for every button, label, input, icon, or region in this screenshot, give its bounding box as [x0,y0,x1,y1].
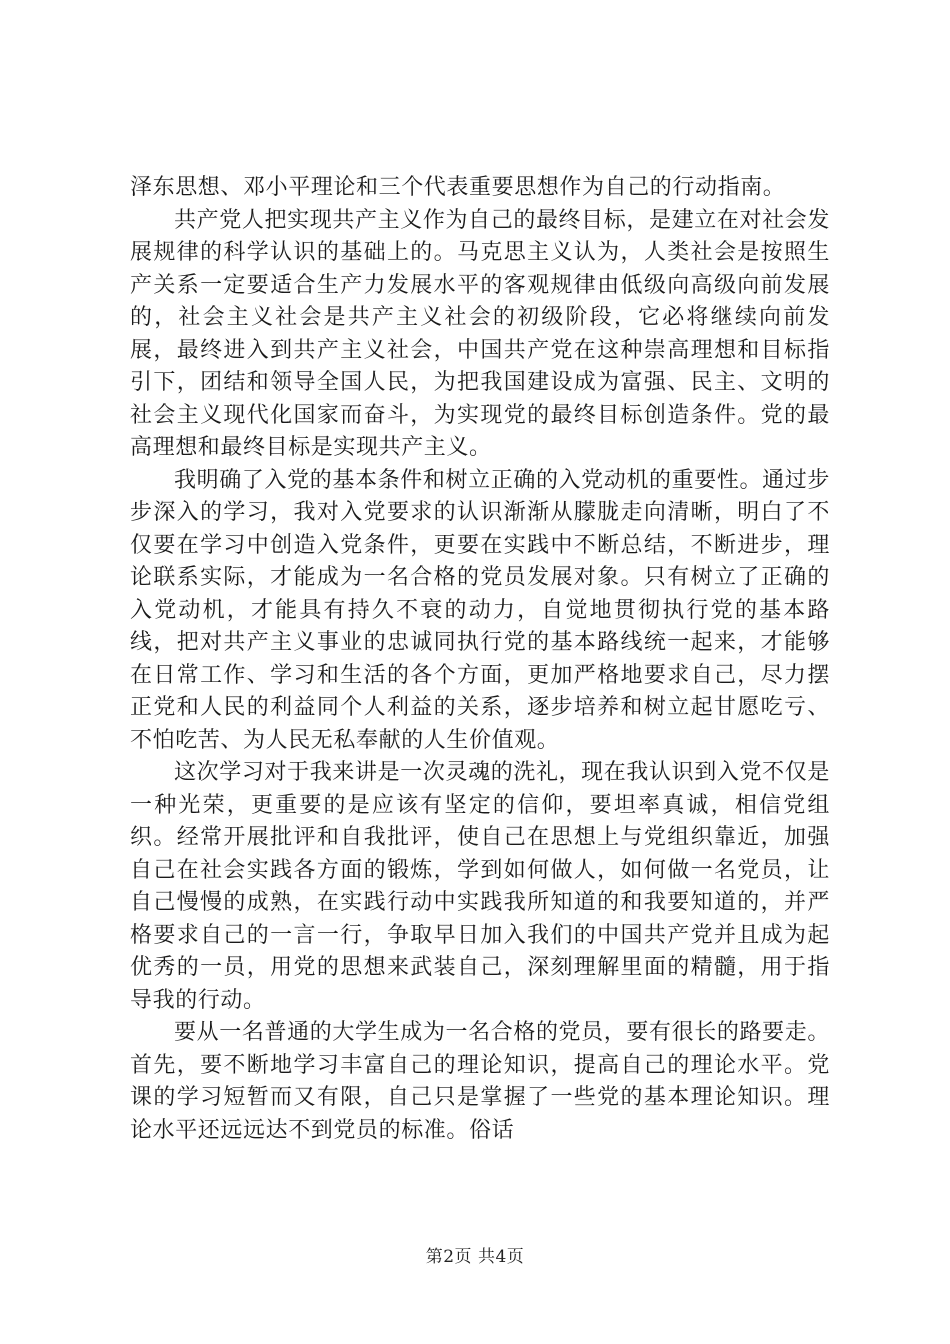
page-number-footer: 第2页 共4页 [425,1247,525,1267]
paragraph-3: 我明确了入党的基本条件和树立正确的入党动机的重要性。通过步步深入的学习，我对入党要求的认识渐渐从朦胧走向清晰，明白了不仅要在学习中创造入党条件，更要在实践中不断总结，不断进步，理论联系实际，才能成为一名合格的党员发展对象。只有树立了正确的入党动机，才能具有持久不衰的动力，自觉地贯彻执行党的基本路线，把对共产主义事业的忠诚同执行党的基本路线统一起来，才能够在日常工作、学习和生活的各个方面，更加严格地要求自己，尽力摆正党和人民的利益同个人利益的关系，逐步培养和树立起甘愿吃亏、不怕吃苦、为人民无私奉献的人生价值观。 [130,467,830,753]
document-body [130,172,830,1147]
paragraph-1: 泽东思想、邓小平理论和三个代表重要思想作为自己的行动指南。 [130,175,786,200]
paragraph-4: 这次学习对于我来讲是一次灵魂的洗礼，现在我认识到入党不仅是一种光荣，更重要的是应该有坚定的信仰，要坦率真诚，相信党组织。经常开展批评和自我批评，使自己在思想上与党组织靠近，加强自己在社会实践各方面的锻炼，学到如何做人，如何做一名党员，让自己慢慢的成熟，在实践行动中实践我所知道的和我要知道的，并严格要求自己的一言一行，争取早日加入我们的中国共产党并且成为起优秀的一员，用党的思想来武装自己，深刻理解里面的精髓，用于指导我的行动。 [130,760,830,1013]
paragraph-5: 要从一名普通的大学生成为一名合格的党员，要有很长的路要走。首先，要不断地学习丰富自己的理论知识，提高自己的理论水平。党课的学习短暂而又有限，自己只是掌握了一些党的基本理论知识。理论水平还远远达不到党员的标准。俗话 [130,1020,830,1143]
paragraph-2: 共产党人把实现共产主义作为自己的最终目标，是建立在对社会发展规律的科学认识的基础上的。马克思主义认为，人类社会是按照生产关系一定要适合生产力发展水平的客观规律由低级向高级向前发展的，社会主义社会是共产主义社会的初级阶段，它必将继续向前发展，最终进入到共产主义社会，中国共产党在这种崇高理想和目标指引下，团结和领导全国人民，为把我国建设成为富强、民主、文明的社会主义现代化国家而奋斗，为实现党的最终目标创造条件。党的最高理想和最终目标是实现共产主义。 [130,207,830,460]
